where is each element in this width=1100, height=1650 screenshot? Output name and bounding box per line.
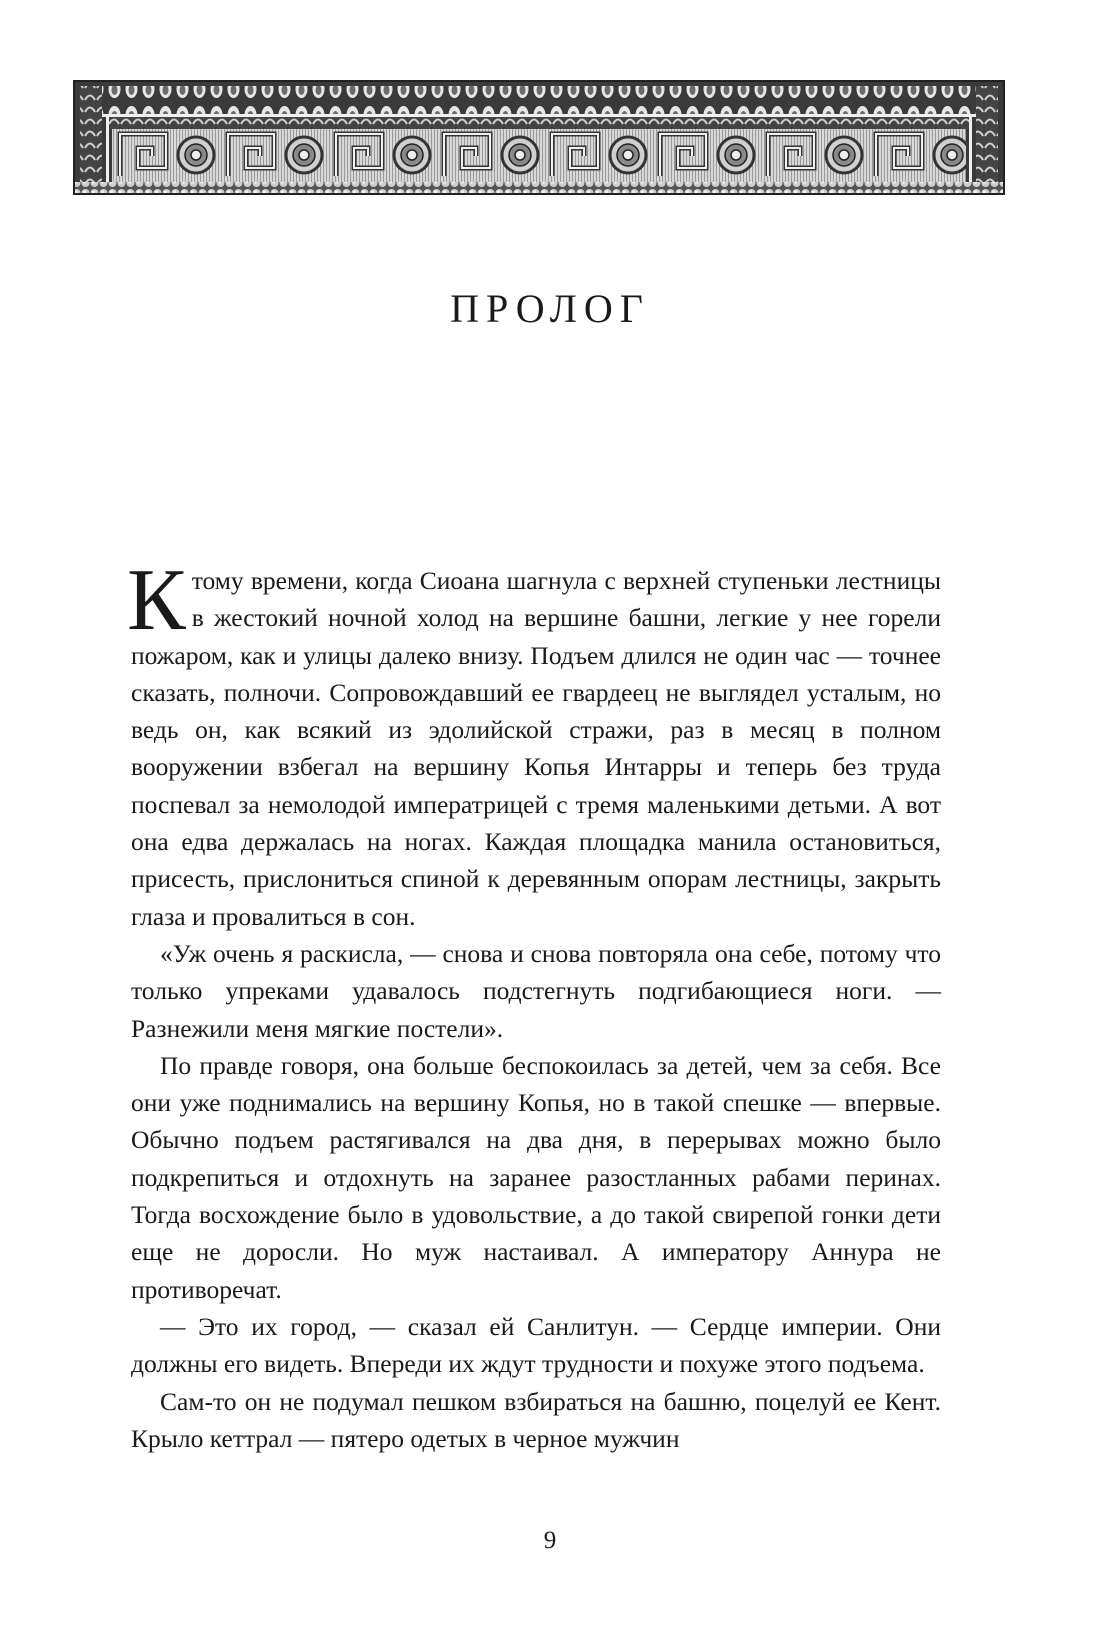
- paragraph: По правде говоря, она больше беспокоилась за детей, чем за себя. Все они уже поднимались на вершину Копья, но в такой спешке — впервые. Обычно подъем растягивался на два дня, в перерывах можно было подкрепиться и отдохнуть на заранее разостланных рабами перинах. Тогда восхождение было в удовольствие, а до такой свирепой гонки дети еще не доросли. Но муж настаивал. А императору Аннура не противоречат.: [131, 1050, 941, 1304]
- body-text: [127, 552, 941, 1457]
- greek-key-border-ornament: [72, 78, 1006, 202]
- paragraph-text: тому времени, когда Сиоана шагнула с верхней ступеньки лестницы в жестокий ночной холод на вершине башни, легкие у нее горели пожаром, как и улицы далеко внизу. Подъем длился не один час — точнее сказать, полночи. Сопровождавший ее гвардеец не выглядел усталым, но ведь он, как всякий из эдолийской стражи, раз в месяц в полном вооружении взбегал на вершину Копья Интарры и теперь без труда поспевал за немолодой императрицей с тремя маленькими детьми. А вот она едва держалась на ногах. Каждая площадка манила остановиться, присесть, прислониться спиной к деревянным опорам лестницы, закрыть глаза и провалиться в сон.: [131, 566, 941, 931]
- paragraph: [127, 552, 941, 935]
- paragraph: — Это их город, — сказал ей Санлитун. — Сердце империи. Они должны его видеть. Впереди их ждут трудности и похуже этого подъема.: [131, 1311, 941, 1379]
- paragraph: Сам-то он не подумал пешком взбираться на башню, поцелуй ее Кент. Крыло кеттрал — пятеро одетых в черное мужчин: [131, 1386, 941, 1453]
- drop-cap: К: [127, 552, 186, 649]
- page-number: 9: [543, 1527, 557, 1554]
- paragraph: «Уж очень я раскисла, — снова и снова повторяла она себе, потому что только упреками удавалось подстегнуть подгибающиеся ноги. — Разнежили меня мягкие постели».: [131, 938, 941, 1043]
- chapter-title: ПРОЛОГ: [450, 286, 650, 331]
